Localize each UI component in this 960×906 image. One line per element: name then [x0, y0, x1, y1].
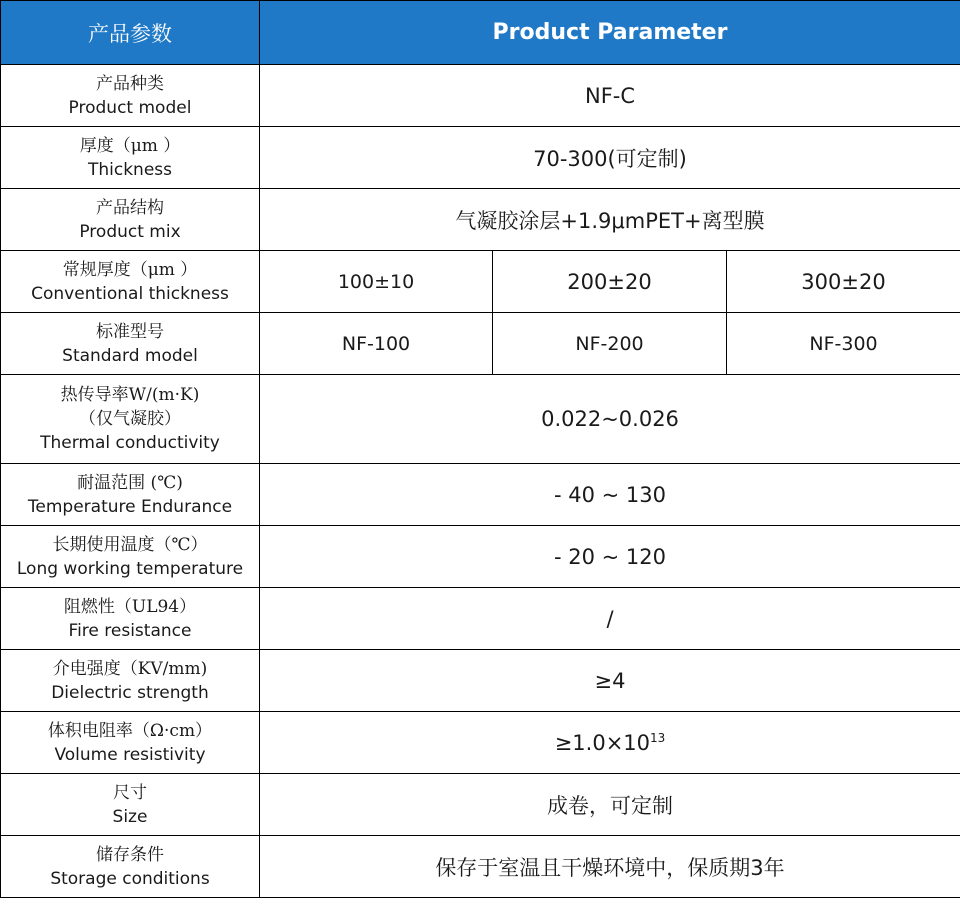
row-value: 气凝胶涂层+1.9μmPET+离型膜 [260, 189, 960, 251]
table-row [1, 836, 960, 898]
table-row [1, 127, 960, 189]
row-label [1, 251, 260, 313]
row-label [1, 588, 260, 650]
table-row [1, 464, 960, 526]
label-en: Standard model [62, 345, 198, 366]
label-zh-note: （仅气凝胶） [79, 409, 181, 429]
row-value: - 20 ~ 120 [260, 526, 960, 588]
label-en: Product mix [79, 221, 181, 242]
table-row [1, 774, 960, 836]
table-row [1, 588, 960, 650]
header-left: 产品参数 [1, 1, 260, 65]
row-label [1, 774, 260, 836]
label-zh: 介电强度（KV/mm) [52, 658, 208, 679]
label-zh: 体积电阻率（Ω·cm） [47, 720, 213, 741]
table-row [1, 650, 960, 712]
row-label [1, 375, 260, 464]
row-value: / [260, 588, 960, 650]
header-right: Product Parameter [260, 1, 960, 65]
row-value [260, 712, 960, 774]
label-en: Dielectric strength [51, 682, 209, 703]
row-value: - 40 ~ 130 [260, 464, 960, 526]
label-zh: 热传导率W/(m·K) [60, 385, 200, 405]
label-en: Fire resistance [68, 620, 192, 641]
row-label [1, 65, 260, 127]
row-label [1, 526, 260, 588]
row-label [1, 650, 260, 712]
label-en: Product model [68, 97, 192, 118]
row-value: NF-C [260, 65, 960, 127]
row-value: 70-300(可定制) [260, 127, 960, 189]
table-row [1, 712, 960, 774]
row-value: 0.022~0.026 [260, 375, 960, 464]
label-en: Size [112, 806, 148, 827]
row-label [1, 712, 260, 774]
label-zh: 厚度（μm ） [79, 135, 181, 156]
label-en: Conventional thickness [31, 283, 229, 304]
label-en: Temperature Endurance [27, 496, 233, 517]
row-value-col3: NF-300 [727, 313, 960, 375]
row-label [1, 313, 260, 375]
row-value: 成卷，可定制 [260, 774, 960, 836]
row-value-col2: NF-200 [493, 313, 727, 375]
label-en: Long working temperature [16, 558, 244, 579]
row-value-col2: 200±20 [493, 251, 727, 313]
label-zh: 标准型号 [96, 321, 164, 342]
label-en: Thermal conductivity [40, 433, 220, 453]
label-zh: 储存条件 [96, 844, 164, 865]
value-base: ≥1.0×10 [554, 730, 651, 755]
row-value: 保存于室温且干燥环境中，保质期3年 [260, 836, 960, 898]
row-value-col1: 100±10 [260, 251, 493, 313]
label-zh: 尺寸 [113, 782, 147, 803]
label-zh: 阻燃性（UL94） [63, 596, 197, 617]
label-en: Thickness [87, 159, 173, 180]
label-en: Storage conditions [50, 868, 210, 889]
table-row [1, 313, 960, 375]
label-zh: 长期使用温度（℃） [52, 534, 208, 555]
label-zh: 产品结构 [96, 197, 164, 218]
value-exponent: 13 [650, 730, 666, 745]
label-zh: 耐温范围 (℃) [77, 472, 183, 493]
label-en: Volume resistivity [54, 744, 206, 765]
row-label [1, 836, 260, 898]
table-row [1, 375, 960, 464]
table-header-row [1, 1, 960, 65]
row-value: ≥4 [260, 650, 960, 712]
row-value-col1: NF-100 [260, 313, 493, 375]
label-zh: 常规厚度（μm ） [62, 259, 198, 280]
table-row [1, 526, 960, 588]
table-row [1, 65, 960, 127]
label-zh: 产品种类 [96, 73, 164, 94]
row-label [1, 127, 260, 189]
row-label [1, 464, 260, 526]
row-value-col3: 300±20 [727, 251, 960, 313]
row-label [1, 189, 260, 251]
table-row [1, 251, 960, 313]
table-row [1, 189, 960, 251]
